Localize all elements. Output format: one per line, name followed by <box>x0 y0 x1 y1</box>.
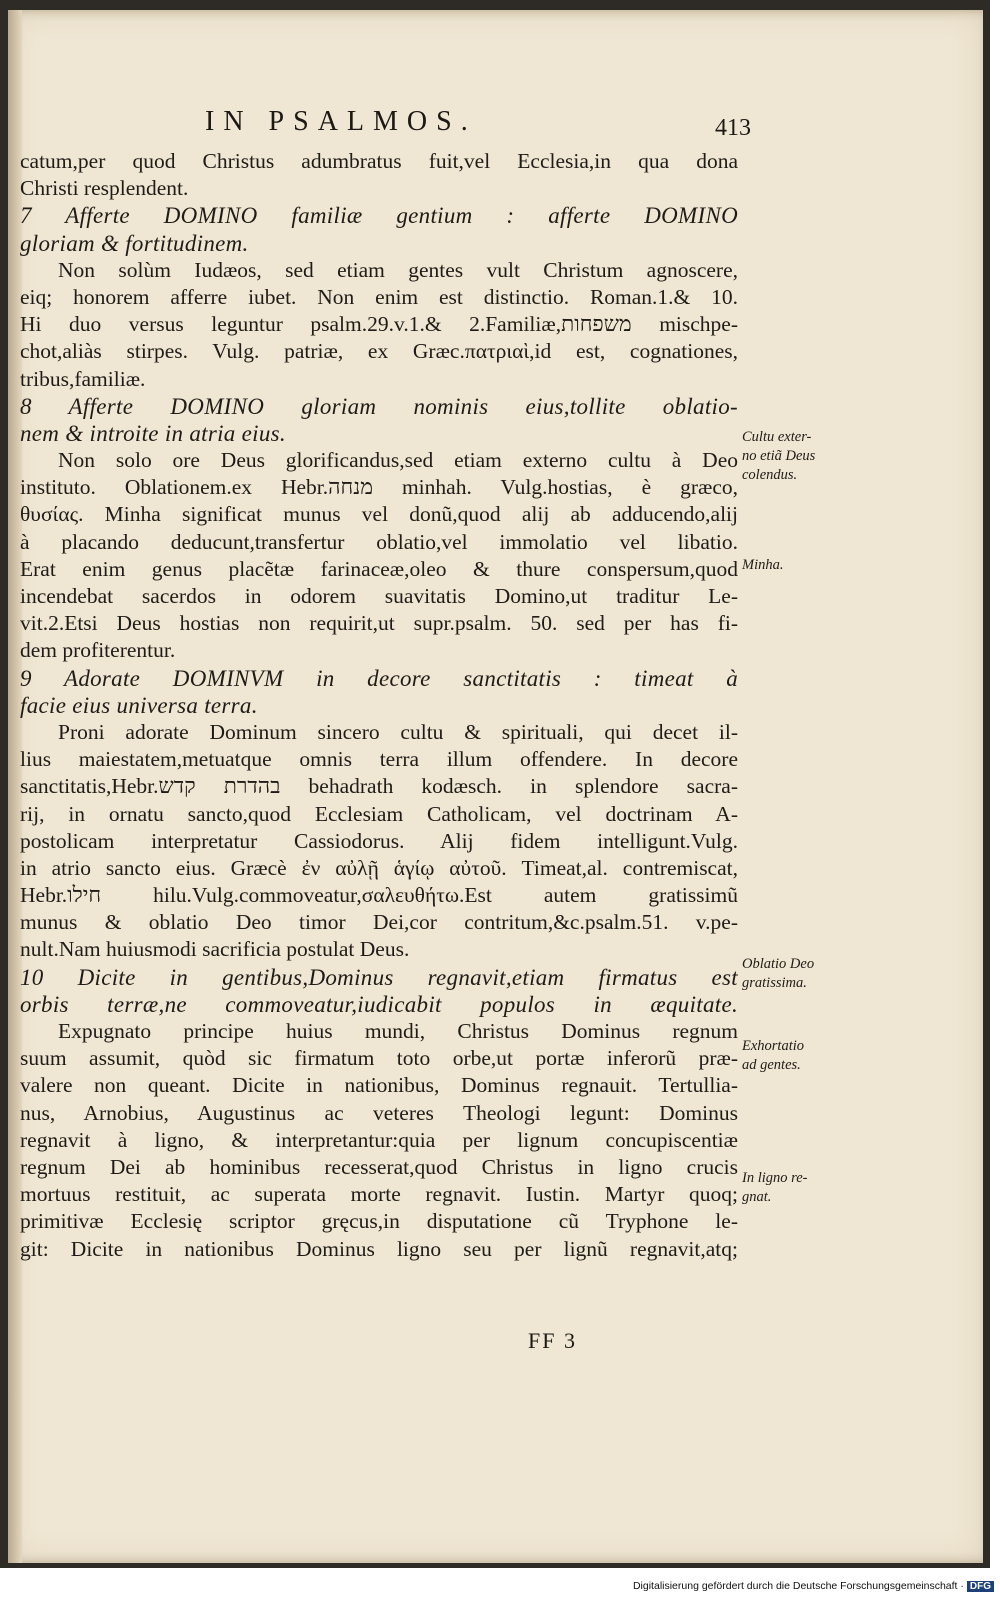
credit-text: Digitalisierung gefördert durch die Deutsche Forschungsgemeinschaft · <box>632 1580 964 1592</box>
margin-note-line: Oblatio Deo <box>742 956 815 972</box>
text-line: Proni adorate Dominum sincero cultu & spirituali, qui decet il- <box>58 719 738 744</box>
verse-line: gloriam & fortitudinem. <box>20 230 249 256</box>
text-line: à placando deducunt,transfertur oblatio,vel immolatio vel libatio. <box>20 529 738 554</box>
text-line: eiq; honorem afferre iubet. Non enim est distinctio. Roman.1.& 10. <box>20 284 738 309</box>
text-line: nus, Arnobius, Augustinus ac veteres Theologi legunt: Dominus <box>20 1100 738 1125</box>
text-line: rij, in ornatu sancto,quod Ecclesiam Catholicam, vel doctrinam A- <box>20 801 738 826</box>
text-line: instituto. Oblationem.ex Hebr.מנחה minhah. Vulg.hostias, è græco, <box>20 475 738 500</box>
text-line: valere non queant. Dicite in nationibus, Dominus regnauit. Tertullia- <box>20 1073 738 1098</box>
text-line: munus & oblatio Deo timor Dei,cor contritum,&c.psalm.51. v.pe- <box>20 910 738 935</box>
text-line: Non solo ore Deus glorificandus,sed etiam externo cultu à Deo <box>58 448 738 473</box>
text-line: mortuus restituit, ac superata morte regnavit. Iustin. Martyr quoq; <box>20 1182 738 1207</box>
text-line: postolicam interpretatur Cassiodorus. Alij fidem intelligunt.Vulg. <box>20 828 738 853</box>
text-line: primitivæ Ecclesię scriptor gręcus,in disputatione cũ Tryphone le- <box>20 1209 738 1234</box>
text-line: regnum Dei ab hominibus recesserat,quod Christus in ligno crucis <box>20 1154 738 1179</box>
text-line: Non solùm Iudæos, sed etiam gentes vult Christum agnoscere, <box>58 257 738 282</box>
text-line: Hebr.חילו hilu.Vulg.commoveatur,σαλευθήτω.Est autem gratissimũ <box>20 883 738 908</box>
text-line: in atrio sancto eius. Græcè ἐν αὐλῇ ἁγίῳ αὐτοῦ. Timeat,al. contremiscat, <box>20 855 738 880</box>
text-line: chot,aliàs stirpes. Vulg. patriæ, ex Græc.πατριαὶ,id est, cognationes, <box>20 339 738 364</box>
margin-note-minha <box>742 556 852 575</box>
text-line: Expugnato principe huius mundi, Christus Dominus regnum <box>58 1019 738 1043</box>
text-line: incendebat sacerdos in odorem suavitatis Domino,ut traditur Le- <box>20 584 738 608</box>
verse-line: 10 Dicite in gentibus,Dominus regnavit,etiam firmatus est <box>20 964 738 990</box>
text-line: vit.2.Etsi Deus hostias non requirit,ut supr.psalm. 50. sed per has fi- <box>20 611 738 636</box>
text-line: suum assumit, quòd sic firmatum toto orbe,ut portæ inferorũ præ- <box>20 1046 738 1071</box>
dfg-logo: DFG <box>967 1581 994 1592</box>
text-line: Erat enim genus placẽtæ farinaceæ,oleo & thure conspersum,quod <box>20 556 738 581</box>
margin-note-line: gratissima. <box>742 975 807 991</box>
margin-note-line: no etiã Deus <box>742 448 816 464</box>
verse-line: 9 Adorate DOMINVM in decore sanctitatis : timeat à <box>20 665 738 691</box>
margin-note-line: gnat. <box>742 1189 772 1205</box>
signature-mark: FF 3 <box>528 1328 577 1353</box>
margin-note-line: colendus. <box>742 467 798 483</box>
margin-note-line: ad gentes. <box>742 1057 801 1073</box>
margin-note-line: Minha. <box>742 557 784 573</box>
text-line: nult.Nam huiusmodi sacrificia postulat Deus. <box>20 937 410 962</box>
text-line: git: Dicite in nationibus Dominus ligno seu per lignũ regnavit,atq; <box>20 1236 738 1261</box>
text-line: dem profiterentur. <box>20 638 176 663</box>
margin-note-oblatio <box>742 955 852 993</box>
text-line: sanctitatis,Hebr.בהדרת קדש behadrath kodæsch. in splendore sacra- <box>20 774 738 799</box>
verse-line: 7 Afferte DOMINO familiæ gentium : afferte DOMINO <box>20 203 738 229</box>
text-line: Hi duo versus leguntur psalm.29.v.1.& 2.Familiæ,משפחות mischpe- <box>20 312 738 337</box>
text-line: lius maiestatem,metuatque omnis terra illum offendere. In decore <box>20 747 738 772</box>
text-line: tribus,familiæ. <box>20 366 146 391</box>
margin-note-ligno <box>742 1169 852 1207</box>
margin-note-line: Cultu exter- <box>742 429 812 445</box>
text-line: Christi resplendent. <box>20 176 189 201</box>
text-line: catum,per quod Christus adumbratus fuit,vel Ecclesia,in qua dona <box>20 149 738 173</box>
verse-line: facie eius universa terra. <box>20 692 258 718</box>
margin-note-line: In ligno re- <box>742 1170 808 1186</box>
margin-note-cultus <box>742 428 852 485</box>
digitization-credit <box>633 1580 994 1592</box>
margin-note-line: Exhortatio <box>742 1038 805 1054</box>
margin-note-exhortatio <box>742 1037 852 1075</box>
text-line: regnavit à ligno, & interpretantur:quia per lignum concupiscentiæ <box>20 1127 738 1152</box>
verse-line: 8 Afferte DOMINO gloriam nominis eius,tollite oblatio- <box>20 393 738 419</box>
page-number: 413 <box>715 115 751 141</box>
verse-line: nem & introite in atria eius. <box>20 420 286 446</box>
main-text <box>20 148 738 1263</box>
running-head: IN PSALMOS. <box>205 106 477 137</box>
verse-line: orbis terræ,ne commoveatur,iudicabit populos in æquitate. <box>20 991 738 1017</box>
text-line: θυσίας. Minha significat munus vel donũ,quod alij ab adducendo,alij <box>20 502 738 527</box>
